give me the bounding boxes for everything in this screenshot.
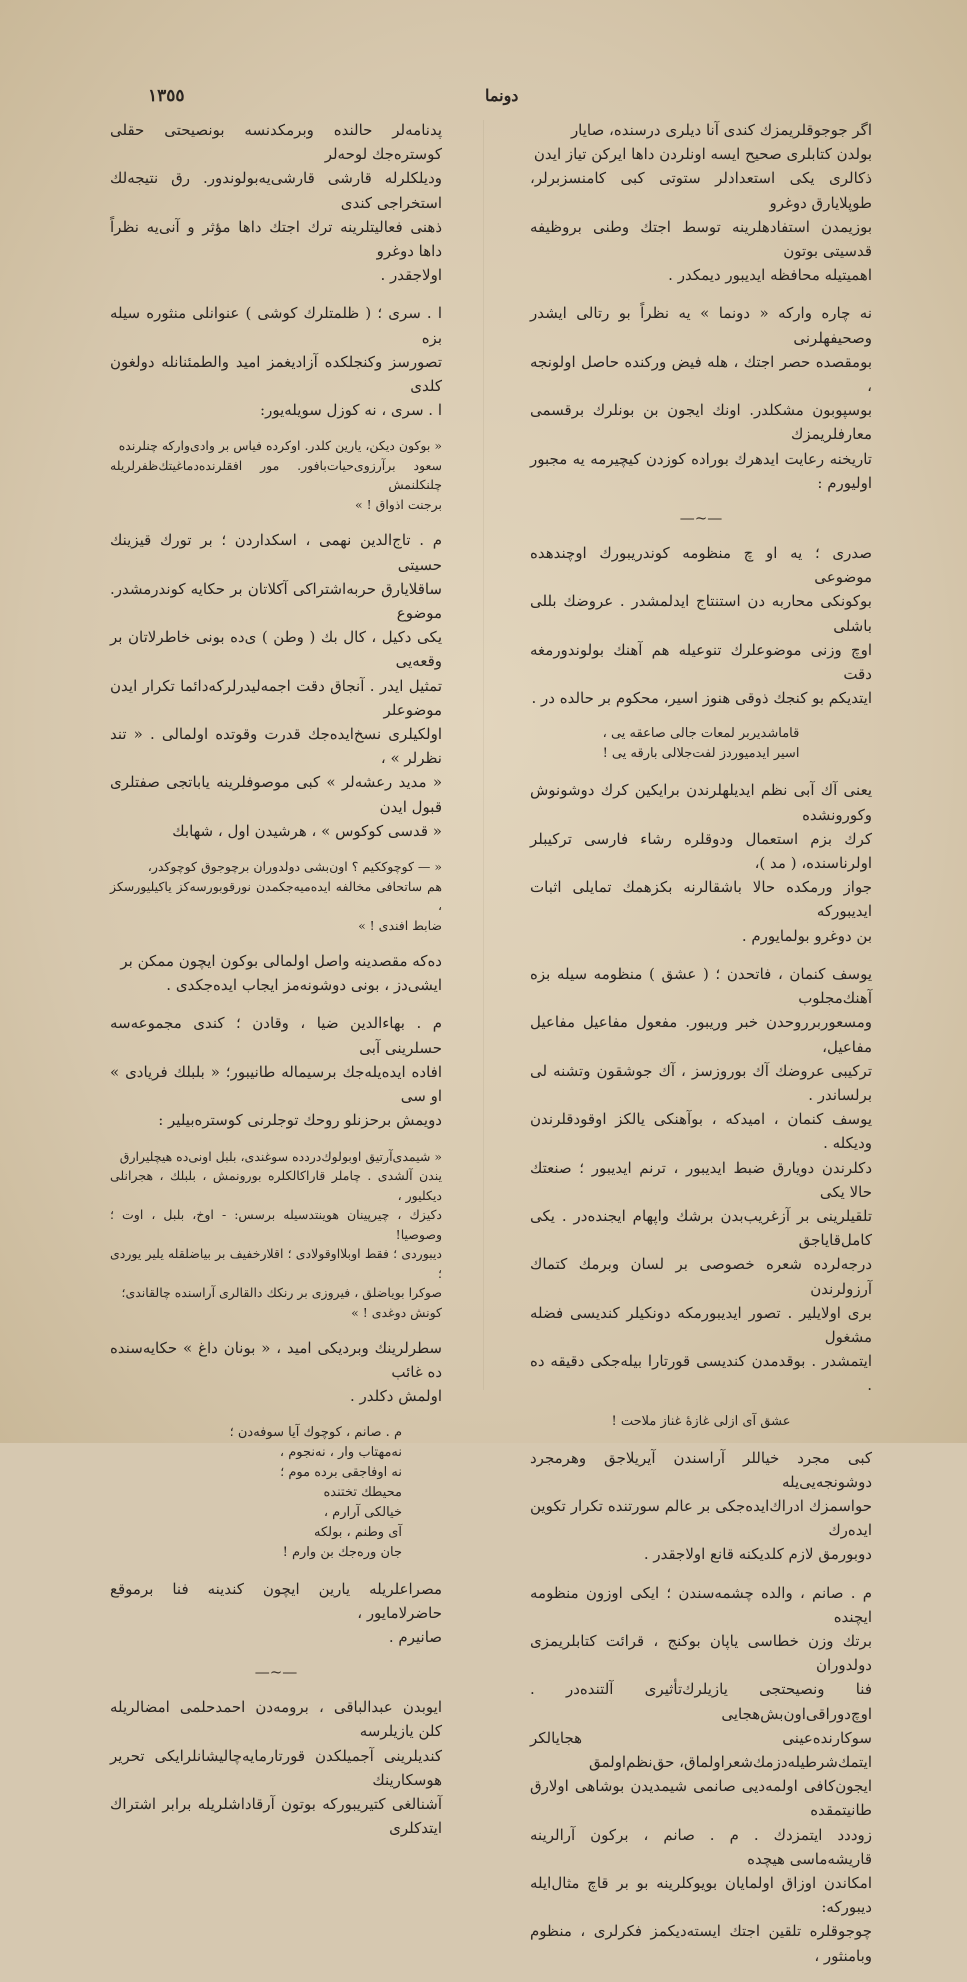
paragraph: ده‌كه مقصدینه واصل اولمالی بوكون ایچون ممكن بر ایشی‌دز ، بونی دوشونه‌مز ایجاب ایده‌جكدی . [120, 952, 442, 995]
left-column [110, 118, 442, 1854]
paragraph: م . بهاءالدین ضیا ، وقادن ؛ كندی مجموعه‌سه حسلرینی آبی افاده ایده‌یله‌جك برسیماله طانیبور؛ « بلبلك فریادی » او سی دویمش برحزنلو روحك توجلرنی كوستره‌بیلیر : [110, 1014, 442, 1130]
paragraph: پدنامه‌لر حالنده وبرمكدنسه بونصیحتی حقلی كوستره‌جك لوحه‌لر ودیلكلرله قارشی قارشی‌یه‌بولوندور. رق نتیجه‌لك استخراجی كندی ذهنی فعالیتلرینه ترك اجتك داها مؤثر و آنی‌یه نظراً داها دوغرو اولاجقدر . [110, 121, 442, 285]
column-gutter [483, 120, 484, 1390]
verse-quote: م . صانم ، كوچوك آیا سوفه‌دن ؛ نه‌مهتاب وار ، نه‌نجوم ، نه اوفاجقی برده موم ؛ محیطك تختنده خیالكی آرارم ، آی وطنم ، بولكه جان وره‌جك بن وارم ! [229, 1424, 402, 1560]
paragraph: اگر جوجوقلریمزك كندی آنا دیلری درسنده، صایار بولدن كتابلری صحیح ایسه اونلردن داها ایركن تیاز ایدن ذكالری یکی استعدادلر ستوتی کبی کامنسزبرلر، طوپلایارق دوغرو بوزیمدن استفادهلرینه توسط اجتك وطنی بروظیفه قدسیتی بوتون اهمیتیله محافظه ایدیبور دیمكدر . [530, 121, 872, 285]
quoted-passage: « بوكون دیكن، یارین كلدر. اوكرده فیاس بر وادی‌واركه چنلرنده سعود برآرزوی‌حیات‌بافور. مور افقلرنده‌دماغیتك‌ظفرلریله چلنكلنمش برجنت اذواق ! » [110, 438, 442, 512]
page-header [0, 86, 967, 116]
paragraph: ا . سری ؛ ( ظلمتلرك كوشی ) عنوانلی منثوره سیله بزه تصورسز وكنجلكده آزادیغمز امید والطمئنانله دولغون كلدی ا . سری ، نه كوزل سویله‌یور: [110, 304, 442, 420]
paragraph: کبی مجرد خیاللر آراسندن آیریلاجق وهرمجرد دوشونجه‌یی‌یله حواسمزك ادراك‌ایده‌جکی بر عالم سورتنده تكرار تكوین ایده‌رك دوبورمق لازم کلدیکنه قانع اولاجقدر . [530, 1448, 872, 1564]
paragraph: مصراعلریله یارین ایچون كندینه فنا برموقع حاضرلامایور ، صانیرم . [110, 1579, 442, 1647]
section-separator: —~— [254, 1663, 298, 1682]
page-number: ١٣٥٥ [148, 86, 185, 106]
paragraph: م . تاج‌الدین نهمی ، اسکداردن ؛ بر تورك قیزینك حسیتی ساقلایارق حربه‌اشتراكی آكلاتان بر حكایه كوندرمشدر. موضوع یکی دکیل ، كال بك ( وطن ) ی‌ده بونی خاطرلاتان بر وقعه‌یی تمثیل ایدر . آنجاق دقت اجمه‌لیدرلركه‌دائما تكرار ایدن موضوعلر اولكیلری نسخ‌ایده‌جك قدرت وقوتده اولمالی . « تند نظرلر » ، « مدید رعشه‌لر » كبی موصوفلرینه یاباتجی صفتلری قبول ایدن « قدسی كوكوس » ، هرشیدن اول ، شهابك [110, 531, 442, 840]
right-column [530, 118, 872, 1982]
quoted-passage: « شیمدی‌آرتیق اوبولوك‌دردده سوغندی، بلبل اونی‌ده هیچلیرارق یندن آلشدی . چاملر قاراكالكلره بورونمش ، بلبلك ، هجرانلی دیكلیور ، دكیزك ، چیرپینان هوینتدسیله برسس: - اوخ، بلبل ، اوت ؛ وصوصیا! دیبوردی ؛ فقط اوبلااوقولادی ؛ اقلارخفیف بر بیاضلقله یلیر یوردی ؛ صوكرا بویاضلق ، فیروزی بر رنكك دالقالری آراسنده چالقاندی؛ كونش دوغدی ! » [110, 1148, 442, 1320]
paragraph: م . صانم ، والده چشمه‌سندن ؛ ایکی اوزون منظومه ایچنده برتك وزن خطاسی یاپان بوكنج ، قرائت كتابلریمزی دولدوران فنا ونصیحتجی یازیلرك‌تأثیری آلتنده‌در . اوچ‌دوراقی‌اون‌بش‌هجایی سوكارنده‌عینی هجا‌یالكر ایتمك‌شرطیله‌دزمك‌شعر‌اولماق، حق‌نظم‌اولمق ایجون‌كافی اولمه‌دیی صانمی شیمدیدن بوشاهی اولارق طانیتمقده زوددد ایتمزدك . م . صانم ، بركون آرالرینه قاریشه‌ماسی هیچده امكاندن اوزاق اولمایان بویوكلرینه بو بر قاچ مثال‌ایله دیبوركه: چوجوقلره تلقین اجتك ایسته‌دیکمز فكرلری ، منظوم وبامنثور ، [530, 1583, 872, 1965]
section-separator: —~— [679, 509, 723, 528]
verse-quote: عشق آی ازلی غازهٔ غناز ملاحت ! [611, 1413, 791, 1429]
quoted-passage: « — كوچوككیم ؟ اون‌بشی دولدوران برچوجوق كوچوكدر، هم ساتحافی مخالفه ایده‌میه‌جكمدن نورقوبورسه‌كز یاكیلیورسكز ، ضابط افندی ! » [110, 859, 442, 933]
paragraph: سطرلرینك وبردیكی امید ، « بونان داغ » حكایه‌سنده ده غائب اولمش دكلدر . [110, 1339, 442, 1406]
paragraph: ایوبدن عبدالباقی ، برومه‌دن احمدحلمی امضالریله كلن یازیلرسه كندیلرینی آجمیلكدن قورتارمایه‌چالیشانلرایكی تحریر هوسكارینك آشنالغی كتیریبوركه بوتون آرقاداشلریله برابر اشتراك ایتدكلری [110, 1698, 442, 1838]
paragraph: یعنی آك آبی نظم ایدیلهلرندن برایكین كرك دوشونوش وكورونشده كرك بزم استعمال ودوقلره رشاء فارسی تركیبلر اولرناسنده، ( مد )، جواز ورمکده حالا باشقالرنه بكزهمك تمایلی اثبات ایدیبورکه بن دوغرو بولمایورم . [530, 781, 872, 945]
verse-quote: قاماشدیربر لمعات جالی صاعقه یی ، اسیر ایدمیوردز لفت‌جلالی بارقه یی ! [602, 726, 800, 762]
paragraph: نه چاره واركه « دونما » یه نظراً بو رتالی ایشدر وصحیفهلرنی بومقصده حصر اجتك ، هله فیض ورکنده حاصل اولونجه ، بوسپوبون مشکلدر. اونك ایجون بن بونلرك برقسمی معارفلریمزك تاریخنه رعایت ایدهرك بوراده کوزدن کیچیرمه یه مجبور اولیورم : [530, 304, 872, 492]
paragraph: یوسف کنمان ، فاتحدن ؛ ( عشق ) منظومه سیله بزه آهنك‌مجلوب ومسعوربرروحدن خبر وریبور. مفعول مفاعیل مفاعیل مفاعیل، تركیبی عروضك آك بوروزسز ، آك جوشقون وتشنه لی برلساندر . یوسف کنمان ، امیدکه ، بوآهنكی یالكز اوقودقلرندن ودیكله . دکلرندن دویارق ضبط ایدیبور ، ترنم ایدیبور ؛ صنعتك حالا یکی تلقیلرینی بر آزغریب‌بدن برشك واپهام ایجنده‌در . یکی کامل‌قایاجق درجه‌لرده شعره خصوصی بر لسان وبرمك کتماك آرزولرندن بری اولایلیر . تصور ایدیبورمکه دونکیلر کندیسی فضله مشغول ایتمشدر . بوقدمدن کندیسی قورتارا بیله‌جکی دقیقه ده . [530, 964, 872, 1395]
running-title: دونما [485, 86, 519, 105]
paragraph: صدری ؛ یه او چ منظومه كوندریبورك اوچندهده موضوعی بوکونکی محاربه دن استنتاج ایدلمشدر . عروضك بللی باشلی اوچ وزنی موضوعلرك تنوعیله هم آهنك بولوندورمغه دقت ایتدیكم بو کنجك ذوقی هنوز اسیر، محکوم بر حالده در . [530, 544, 872, 708]
